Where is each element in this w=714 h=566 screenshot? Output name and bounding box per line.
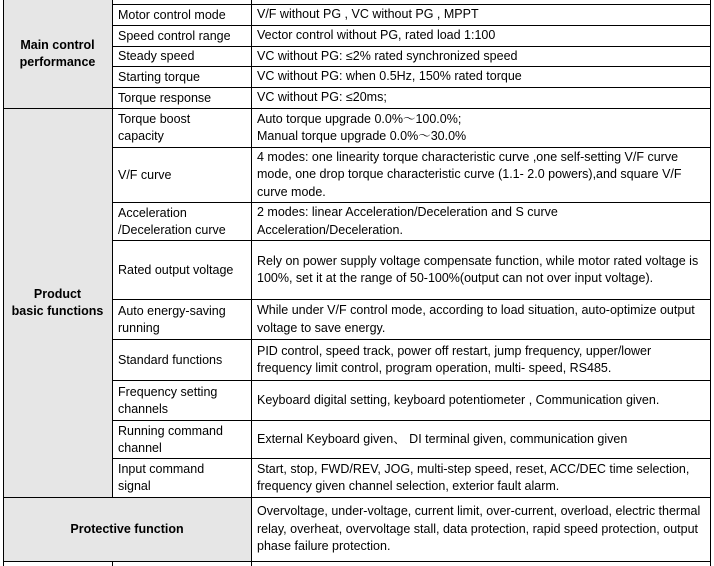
- feature-value: VC without PG: when 0.5Hz, 150% rated torque: [257, 69, 522, 84]
- spec-table: [3, 0, 711, 566]
- row-divider: [112, 240, 711, 241]
- feature-value: V/F without PG , VC without PG , MPPT: [257, 7, 479, 22]
- feature-value: Keyboard digital setting, keyboard potentiometer , Communication given.: [257, 392, 660, 407]
- feature-value: 2 modes: linear Acceleration/Deceleration and S curve Acceleration/Deceleration.: [257, 205, 558, 237]
- section-header-main-control: Main control performance: [3, 0, 112, 108]
- feature-value: External Keyboard given、 DI terminal given, communication given: [257, 431, 628, 446]
- row-divider: [112, 420, 711, 421]
- feature-name: Torque boost capacity: [118, 112, 191, 143]
- protective-function-value: Overvoltage, under-voltage, current limit, over-current, overload, electric thermal relay, overheat, overvoltage stall, data protection, rapid speed protection, output phase failure protection.: [257, 504, 701, 554]
- feature-name: Rated output voltage: [118, 262, 234, 277]
- feature-name: Running command channel: [118, 423, 223, 455]
- feature-name: Motor control mode: [118, 7, 226, 22]
- row-divider: [112, 25, 711, 26]
- feature-value: VC without PG: ≤20ms;: [257, 90, 387, 105]
- section-header-protective-function: Protective function: [3, 498, 251, 561]
- row-divider: [112, 458, 711, 459]
- feature-name: V/F curve: [118, 167, 172, 182]
- section-header-product-functions: Product basic functions: [3, 109, 112, 497]
- row-divider: [112, 46, 711, 47]
- feature-name: Steady speed: [118, 49, 195, 63]
- feature-name: Auto energy-saving running: [118, 303, 226, 335]
- feature-value: Start, stop, FWD/REV, JOG, multi-step speed, reset, ACC/DEC time selection, frequency given channel selection, exterior fault alarm.: [257, 461, 690, 493]
- table-border-left: [3, 0, 4, 566]
- section-divider: [3, 108, 711, 109]
- feature-value: 4 modes: one linearity torque characteristic curve ,one self-setting V/F curve mode, one drop torque characteristic curve (1.1- 2.0 powers),and square V/F curve mode.: [257, 149, 682, 199]
- feature-name: Torque response: [118, 90, 212, 105]
- column-divider: [251, 0, 252, 566]
- feature-value: PID control, speed track, power off restart, jump frequency, upper/lower frequency limit control, program operation, multi- speed, RS485.: [257, 343, 652, 375]
- row-divider: [112, 299, 711, 300]
- feature-name: Speed control range: [118, 28, 231, 43]
- feature-name: Acceleration /Deceleration curve: [118, 205, 226, 237]
- section-divider: [3, 561, 711, 562]
- feature-value: Auto torque upgrade 0.0%～100.0%; Manual torque upgrade 0.0%～30.0%: [257, 111, 467, 143]
- column-divider: [112, 0, 113, 498]
- row-divider: [112, 66, 711, 67]
- feature-name: Frequency setting channels: [118, 384, 218, 416]
- feature-name: Starting torque: [118, 69, 200, 84]
- feature-value: VC without PG: ≤2% rated synchronized speed: [257, 48, 518, 63]
- table-border-right: [710, 0, 711, 566]
- row-divider: [112, 4, 711, 5]
- feature-value: Rely on power supply voltage compensate function, while motor rated voltage is 100%, set it at the range of 50-100%(output can not over input voltage).: [257, 253, 699, 285]
- feature-value: Vector control without PG, rated load 1:100: [257, 28, 496, 43]
- row-divider: [112, 380, 711, 381]
- feature-value: While under V/F control mode, according to load situation, auto-optimize output voltage to save energy.: [257, 303, 695, 335]
- row-divider: [112, 202, 711, 203]
- row-divider: [112, 339, 711, 340]
- row-divider: [112, 87, 711, 88]
- row-divider: [112, 147, 711, 148]
- feature-name: Standard functions: [118, 352, 223, 367]
- feature-name: Input command signal: [118, 462, 205, 493]
- section-divider: [3, 497, 711, 498]
